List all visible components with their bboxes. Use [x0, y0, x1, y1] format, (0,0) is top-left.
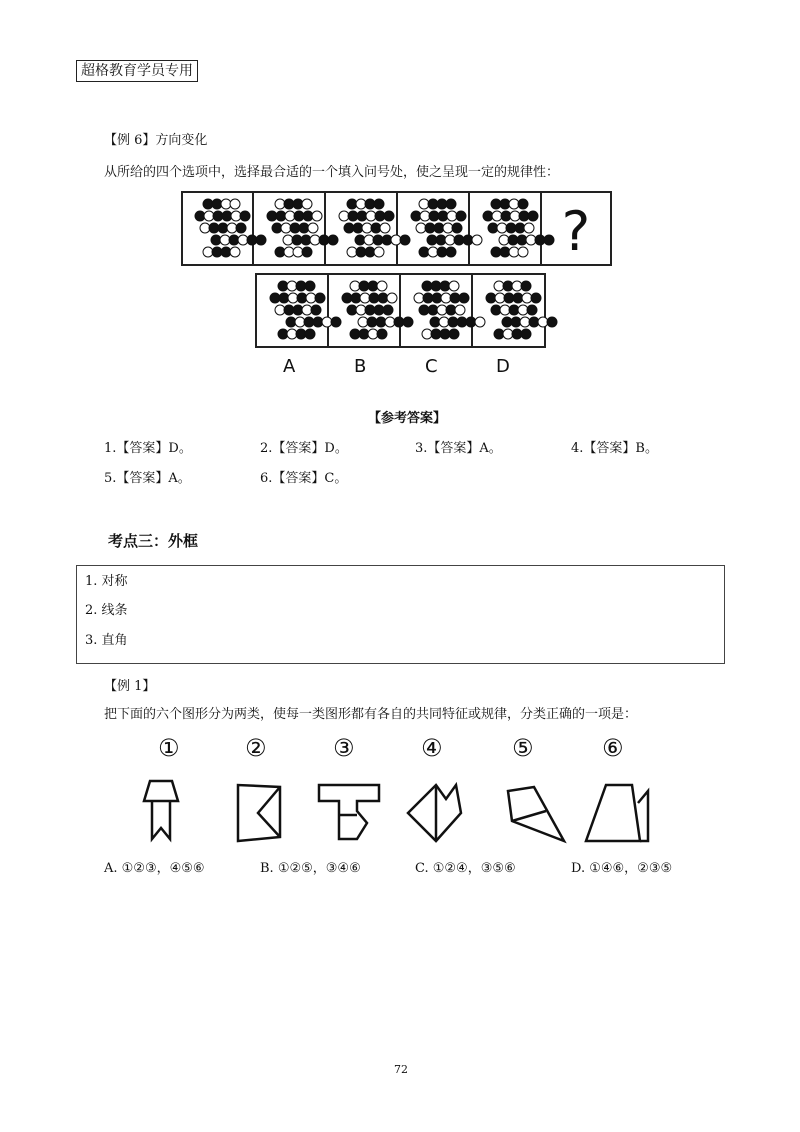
answer-item: 6.【答案】C。 [260, 471, 348, 486]
shape-3 [319, 785, 379, 839]
example6-question: 从所给的四个选项中，选择最合适的一个填入问号处，使之呈现一定的规律性： [104, 165, 560, 180]
option-cell [342, 281, 413, 339]
figure-number: ④ [421, 734, 443, 762]
answers-title: 【参考答案】 [368, 411, 447, 426]
figure-number: ② [245, 734, 267, 762]
example1-title: 【例 1】 [104, 679, 156, 694]
sequence-cell [195, 199, 266, 257]
figure-number: ⑤ [512, 734, 534, 762]
answer-item: 2.【答案】D。 [260, 441, 348, 456]
option-cell [414, 281, 485, 339]
key-points-box [76, 565, 725, 664]
option-d-label: D [496, 356, 510, 377]
option-cell [486, 281, 557, 339]
choice-b: B. ①②⑤，③④⑥ [260, 861, 361, 876]
answer-item: 3.【答案】A。 [415, 441, 502, 456]
choice-a: A. ①②③，④⑤⑥ [104, 861, 205, 876]
key-point: 3. 直角 [85, 633, 128, 648]
sequence-cell [267, 199, 338, 257]
shape-5 [508, 787, 564, 841]
section-title: 考点三：外框 [108, 532, 199, 550]
circle-pattern-figure [180, 190, 620, 380]
shape-4 [408, 785, 461, 841]
page-number: 72 [394, 1063, 408, 1076]
shape-2 [238, 785, 280, 841]
option-c-label: C [425, 356, 438, 377]
options-row [256, 274, 557, 347]
choice-c: C. ①②④，③⑤⑥ [415, 861, 516, 876]
sequence-cell [339, 199, 410, 257]
example6-title: 【例 6】方向变化 [104, 133, 208, 148]
question-mark: ? [561, 200, 591, 263]
figure-number: ⑥ [602, 734, 624, 762]
answer-item: 1.【答案】D。 [104, 441, 192, 456]
sequence-cell [483, 199, 554, 257]
answer-item: 4.【答案】B。 [571, 441, 658, 456]
sequence-row [182, 192, 611, 265]
shape-6 [586, 785, 648, 841]
choice-d: D. ①④⑥，②③⑤ [571, 861, 673, 876]
figure-number: ① [158, 734, 180, 762]
figure-number: ③ [333, 734, 355, 762]
shape-1 [144, 781, 178, 839]
shapes-figure [130, 775, 670, 850]
answer-item: 5.【答案】A。 [104, 471, 191, 486]
option-cell [270, 281, 341, 339]
example1-question: 把下面的六个图形分为两类，使每一类图形都有各自的共同特征或规律，分类正确的一项是： [104, 707, 638, 722]
header-label: 超格教育学员专用 [76, 60, 198, 82]
option-a-label: A [283, 356, 296, 377]
key-point: 1. 对称 [85, 574, 128, 589]
key-point: 2. 线条 [85, 603, 128, 618]
sequence-cell [411, 199, 482, 257]
option-b-label: B [354, 356, 367, 377]
